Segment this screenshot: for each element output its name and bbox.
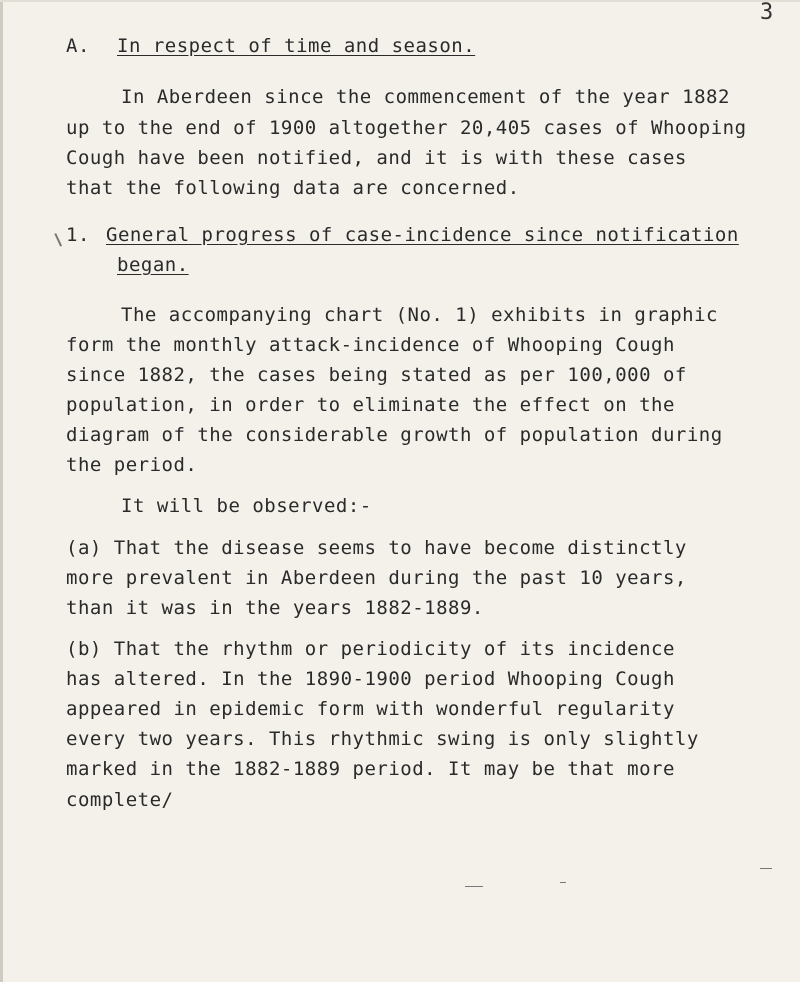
para-1-line-3: since 1882, the cases being stated as per 100,000 of bbox=[66, 364, 687, 386]
page-edge bbox=[0, 0, 3, 982]
section-a-heading: In respect of time and season. bbox=[117, 35, 476, 57]
observed-line: It will be observed:- bbox=[121, 495, 372, 517]
intro-line-1: In Aberdeen since the commencement of the year 1882 bbox=[121, 86, 730, 108]
item-1-heading-line-1: General progress of case-incidence since notification bbox=[106, 224, 739, 246]
point-a-line-3: than it was in the years 1882-1889. bbox=[66, 597, 484, 619]
item-1-number: 1. bbox=[66, 224, 90, 246]
para-1-line-5: diagram of the considerable growth of population during bbox=[66, 424, 723, 446]
point-b-line-1: (b) That the rhythm or periodicity of its incidence bbox=[66, 638, 675, 660]
intro-line-3: Cough have been notified, and it is with these cases bbox=[66, 147, 687, 169]
para-1-line-4: population, in order to eliminate the effect on the bbox=[66, 394, 675, 416]
item-1-heading-line-2: began. bbox=[117, 254, 189, 276]
para-1-line-1: The accompanying chart (No. 1) exhibits in graphic bbox=[121, 304, 718, 326]
para-1-line-6: the period. bbox=[66, 454, 198, 476]
point-b-line-4: every two years. This rhythmic swing is only slightly bbox=[66, 728, 699, 750]
page-edge-top bbox=[0, 0, 800, 2]
point-b-line-2: has altered. In the 1890-1900 period Whooping Cough bbox=[66, 668, 675, 690]
para-1-line-2: form the monthly attack-incidence of Whooping Cough bbox=[66, 334, 675, 356]
point-b-line-5: marked in the 1882-1889 period. It may be that more bbox=[66, 758, 675, 780]
page-number: 3 bbox=[760, 0, 774, 25]
intro-line-2: up to the end of 1900 altogether 20,405 cases of Whooping bbox=[66, 117, 747, 139]
point-a-line-1: (a) That the disease seems to have become distinctly bbox=[66, 537, 687, 559]
intro-line-4: that the following data are concerned. bbox=[66, 177, 520, 199]
section-a-label: A. bbox=[66, 35, 90, 57]
point-b-line-6: complete/ bbox=[66, 789, 174, 811]
point-b-line-3: appeared in epidemic form with wonderful regularity bbox=[66, 698, 675, 720]
point-a-line-2: more prevalent in Aberdeen during the past 10 years, bbox=[66, 567, 687, 589]
margin-mark bbox=[54, 231, 65, 246]
